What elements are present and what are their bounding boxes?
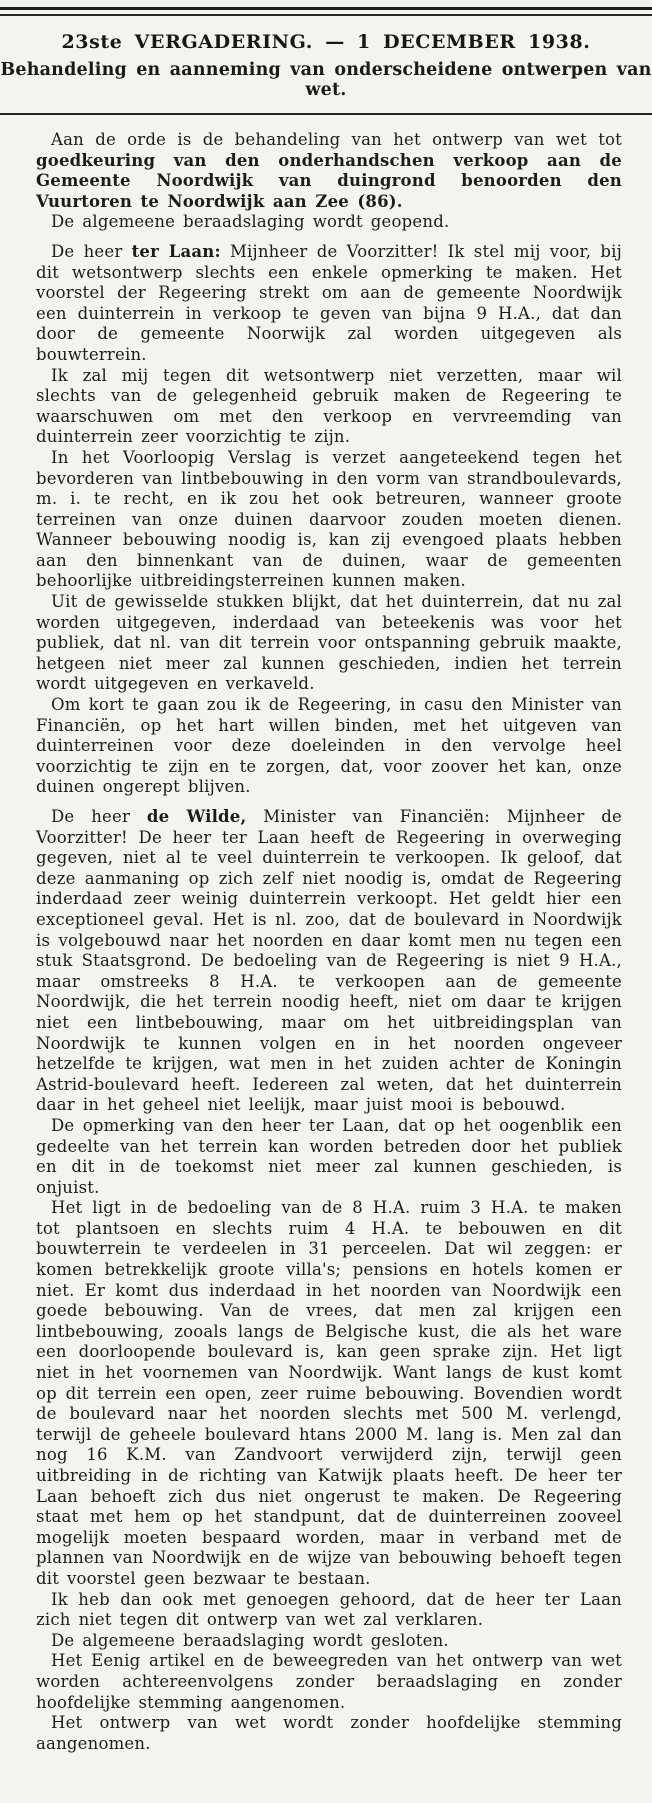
speech-paragraph: In het Voorloopig Verslag is verzet aangeteekend tegen het bevorderen van lintbebouwing in den vorm van strandboulevards, m. i. te recht, en ik zou het ook betreuren, wanneer groote terreinen van onze duinen daarvoor zouden moeten dienen. Wanneer bebouwing noodig is, kan zij evengoed plaats hebben aan den binnenkant van de duinen, waar de gemeenten behoorlijke uitbreidingsterreinen kunnen maken. [36,447,622,591]
document-body [36,130,622,1754]
speaker-name: de Wilde, [146,807,247,826]
speech-paragraph: Uit de gewisselde stukken blijkt, dat het duinterrein, dat nu zal worden uitgegeven, inderdaad van beteekenis was voor het publiek, dat nl. van dit terrein voor ontspanning gebruik maakte, hetgeen niet meer zal kunnen geschieden, indien het terrein wordt uitgegeven en verkaveld. [36,592,622,694]
speaker-intro: De heer [51,807,147,826]
speech-ter-laan [36,242,622,798]
speech-paragraph: Om kort te gaan zou ik de Regeering, in casu den Minister van Financiën, op het hart willen binden, met het uitgeven van duinterreinen voor deze doeleinden in den vervolge heel voorzichtig te zijn en te zorgen, dat, voor zoover het kan, onze duinen ongerept blijven. [36,695,622,797]
session-title: 23ste VERGADERING. — 1 DECEMBER 1938. [61,31,591,53]
speaker-intro: De heer [51,241,132,261]
speech-paragraph: De opmerking van den heer ter Laan, dat op het oogenblik een gedeelte van het terrein kan worden betreden door het publiek en dit in de toekomst niet meer zal kunnen geschieden, is onjuist. [36,1115,622,1197]
order-intro-text: Aan de orde is de behandeling van het ontwerp van wet tot [51,130,622,149]
speaker-role: Minister van Financiën: [246,807,491,826]
speech-opening-text: Mijnheer de Voorzitter! Ik stel mij voor, bij dit wetsontwerp slechts een enkele opmerking te maken. Het voorstel der Regeering strekt om aan de gemeente Noordwijk een duinterrein in verkoop te geven van bijna 9 H.A., dat dan door de gemeente Noorwijk zal worden uitgegeven als bouwterrein. [36,241,622,364]
page-header [0,31,652,100]
speech-paragraph: Het ligt in de bedoeling van de 8 H.A. ruim 3 H.A. te maken tot plantsoen en slechts ruim 4 H.A. te bebouwen en dit bouwterrein te verdeelen in 31 perceelen. Dat wil zeggen: er komen betrekkelijk groote villa's; pensions en hotels komen er niet. Er komt dus inderdaad in het noorden van Noordwijk een goede bebouwing. Van de vrees, dat men zal krijgen een lintbebouwing, zooals langs de Belgische kust, die als het ware een doorloopende boulevard is, kan geen sprake zijn. Het ligt niet in het voornemen van Noordwijk. Want langs de kust komt op dit terrein een open, zeer ruime bebouwing. Bovendien wordt de boulevard naar het noorden slechts met 500 M. verlengd, terwijl de geheele boulevard htans 2000 M. lang is. Men zal dan nog 16 K.M. van Zandvoort verwijderd zijn, terwijl geen uitbreiding in de richting van Katwijk plaats heeft. De heer ter Laan behoeft zich dus niet ongerust te maken. De Regeering staat met hem op het standpunt, dat de duinterreinen zooveel mogelijk moeten bespaard worden, maar in verband met de plannen van Noordwijk en de wijze van bebouwing behoeft tegen dit voorstel geen bezwaar te bestaan. [36,1198,622,1588]
header-double-rule [0,7,652,16]
speech-paragraph: Ik zal mij tegen dit wetsontwerp niet verzetten, maar wil slechts van de gelegenheid gebruik maken de Regeering te waarschuwen om met den verkoop en vervreemding van duinterrein zeer voorzichtig te zijn. [36,365,622,447]
bill-adoption-paragraph: Het ontwerp van wet wordt zonder hoofdelijke stemming aangenomen. [36,1713,622,1753]
order-of-day-paragraph [36,130,622,212]
speech-paragraph: Ik heb dan ook met genoegen gehoord, dat de heer ter Laan zich niet tegen dit ontwerp van wet zal verklaren. [36,1589,622,1630]
bill-title: goedkeuring van den onderhandschen verkoop aan de Gemeente Noordwijk van duingrond benoorden den Vuurtoren te Noordwijk aan Zee (86). [36,150,622,211]
speech-opening-text: Mijnheer de Voorzitter! De heer ter Laan heeft de Regeering in overweging gegeven, niet al te veel duinterrein te verkoopen. Ik geloof, dat deze aanmaning op zich zelf niet noodig is, omdat de Regeering inderdaad zeer weinig duinterrein verkoopt. Het geldt hier een exceptioneel geval. Het is nl. zoo, dat de boulevard in Noordwijk is volgebouwd naar het noorden en daar komt men nu tegen een stuk Staatsgrond. De bedoeling van de Regeering is niet 9 H.A., maar omstreeks 8 H.A. te verkoopen aan de gemeente Noordwijk, die het terrein noodig heeft, niet om daar te krijgen niet een lintbebouwing, maar om het uitbreidingsplan van Noordwijk te kunnen volgen en in het noorden ongeveer hetzelfde te krijgen, wat men in het zuiden achter de Koningin Astrid-boulevard heeft. Iedereen zal weten, dat het duinterrein daar in het geheel niet leelijk, maar juist mooi is bebouwd. [36,807,622,1115]
speech-opening-paragraph [36,242,622,366]
session-subtitle: Behandeling en aanneming van onderscheidene ontwerpen van wet. [0,60,652,100]
header-separator-rule [0,113,652,115]
deliberation-opened-line: De algemeene beraadslaging wordt geopend. [51,212,450,232]
speaker-name: ter Laan: [131,241,221,261]
speech-de-wilde [36,807,622,1631]
speech-opening-paragraph [36,807,622,1116]
deliberation-closed-line: De algemeene beraadslaging wordt gesloten. [51,1630,449,1650]
article-adoption-paragraph: Het Eenig artikel en de beweegreden van het ontwerp van wet worden achtereenvolgens zonder beraadslaging en zonder hoofdelijke stemming aangenomen. [36,1651,622,1712]
